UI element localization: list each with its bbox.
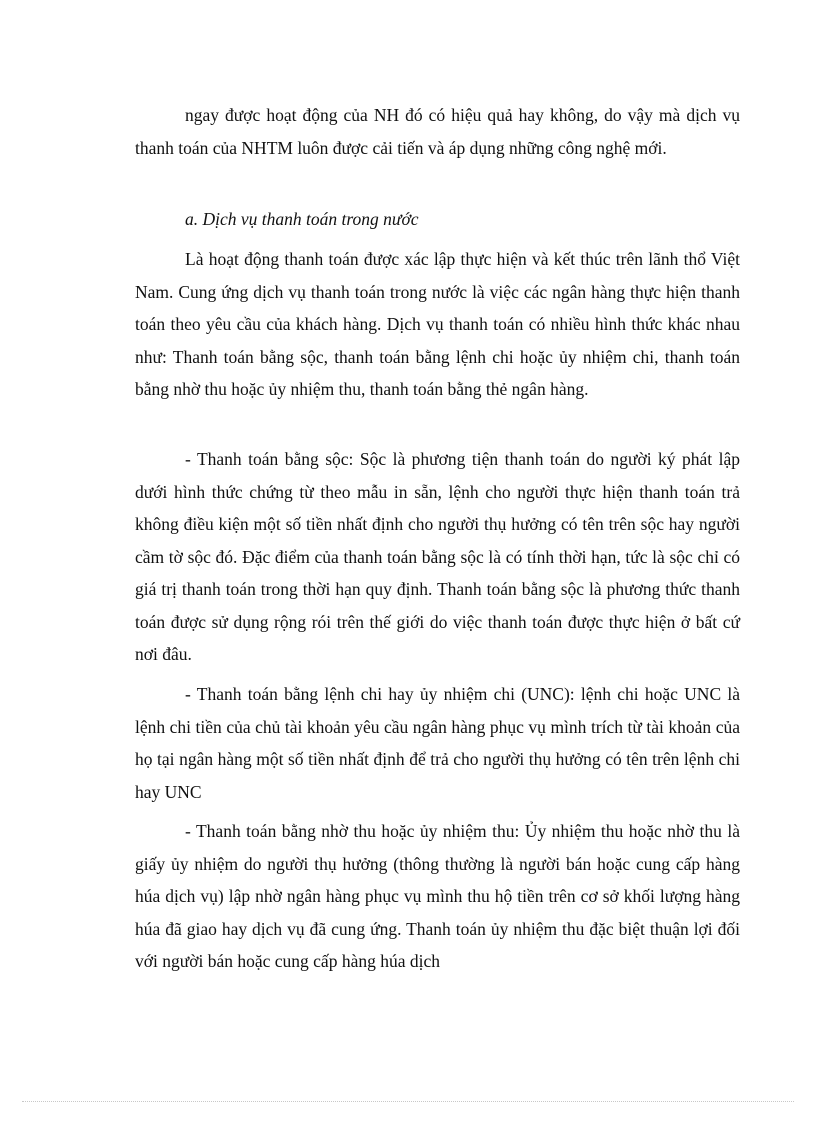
- page-bottom-divider: [22, 1101, 794, 1102]
- paragraph-collection-order: [135, 815, 740, 978]
- section-heading-text: a. Dịch vụ thanh toán trong nước: [185, 209, 419, 229]
- paragraph-intro-continuation: [135, 99, 740, 164]
- section-heading: [135, 203, 740, 236]
- paragraph-cheque-payment: [135, 443, 740, 671]
- body-paragraph: - Thanh toán bằng nhờ thu hoặc ủy nhiệm thu: Ủy nhiệm thu hoặc nhờ thu là giấy ủy nhiệm do người thụ hưởng (thông thường là người bán hoặc cung cấp hàng húa dịch vụ) lập nhờ ngân hàng phục vụ mình thu hộ tiền trên cơ sở khối lượng hàng húa đã giao hay dịch vụ đã cung ứng. Thanh toán ủy nhiệm thu đặc biệt thuận lợi đối với người bán hoặc cung cấp hàng húa dịch: [135, 821, 740, 971]
- paragraph-domestic-payment: [135, 243, 740, 406]
- body-paragraph: ngay được hoạt động của NH đó có hiệu quả hay không, do vậy mà dịch vụ thanh toán của NHTM luôn được cải tiến và áp dụng những công nghệ mới.: [135, 105, 740, 158]
- body-paragraph: Là hoạt động thanh toán được xác lập thực hiện và kết thúc trên lãnh thổ Việt Nam. Cung ứng dịch vụ thanh toán trong nước là việc các ngân hàng thực hiện thanh toán theo yêu cầu của khách hàng. Dịch vụ thanh toán có nhiều hình thức khác nhau như: Thanh toán bằng sộc, thanh toán bằng lệnh chi hoặc ủy nhiệm chi, thanh toán bằng nhờ thu hoặc ủy nhiệm thu, thanh toán bằng thẻ ngân hàng.: [135, 249, 740, 399]
- body-paragraph: - Thanh toán bằng sộc: Sộc là phương tiện thanh toán do người ký phát lập dưới hình thức chứng từ theo mẫu in sẵn, lệnh cho người thực hiện thanh toán trả không điều kiện một số tiền nhất định cho người thụ hưởng có tên trên sộc hay người cầm tờ sộc đó. Đặc điểm của thanh toán bằng sộc là có tính thời hạn, tức là sộc chỉ có giá trị thanh toán trong thời hạn quy định. Thanh toán bằng sộc là phương thức thanh toán được sử dụng rộng rói trên thế giới do việc thanh toán được thực hiện ở bất cứ nơi đâu.: [135, 449, 740, 664]
- body-paragraph: - Thanh toán bằng lệnh chi hay ủy nhiệm chi (UNC): lệnh chi hoặc UNC là lệnh chi tiền của chủ tài khoản yêu cầu ngân hàng phục vụ mình trích từ tài khoản của họ tại ngân hàng một số tiền nhất định để trả cho người thụ hưởng có tên trên lệnh chi hay UNC: [135, 684, 740, 802]
- paragraph-payment-order: [135, 678, 740, 808]
